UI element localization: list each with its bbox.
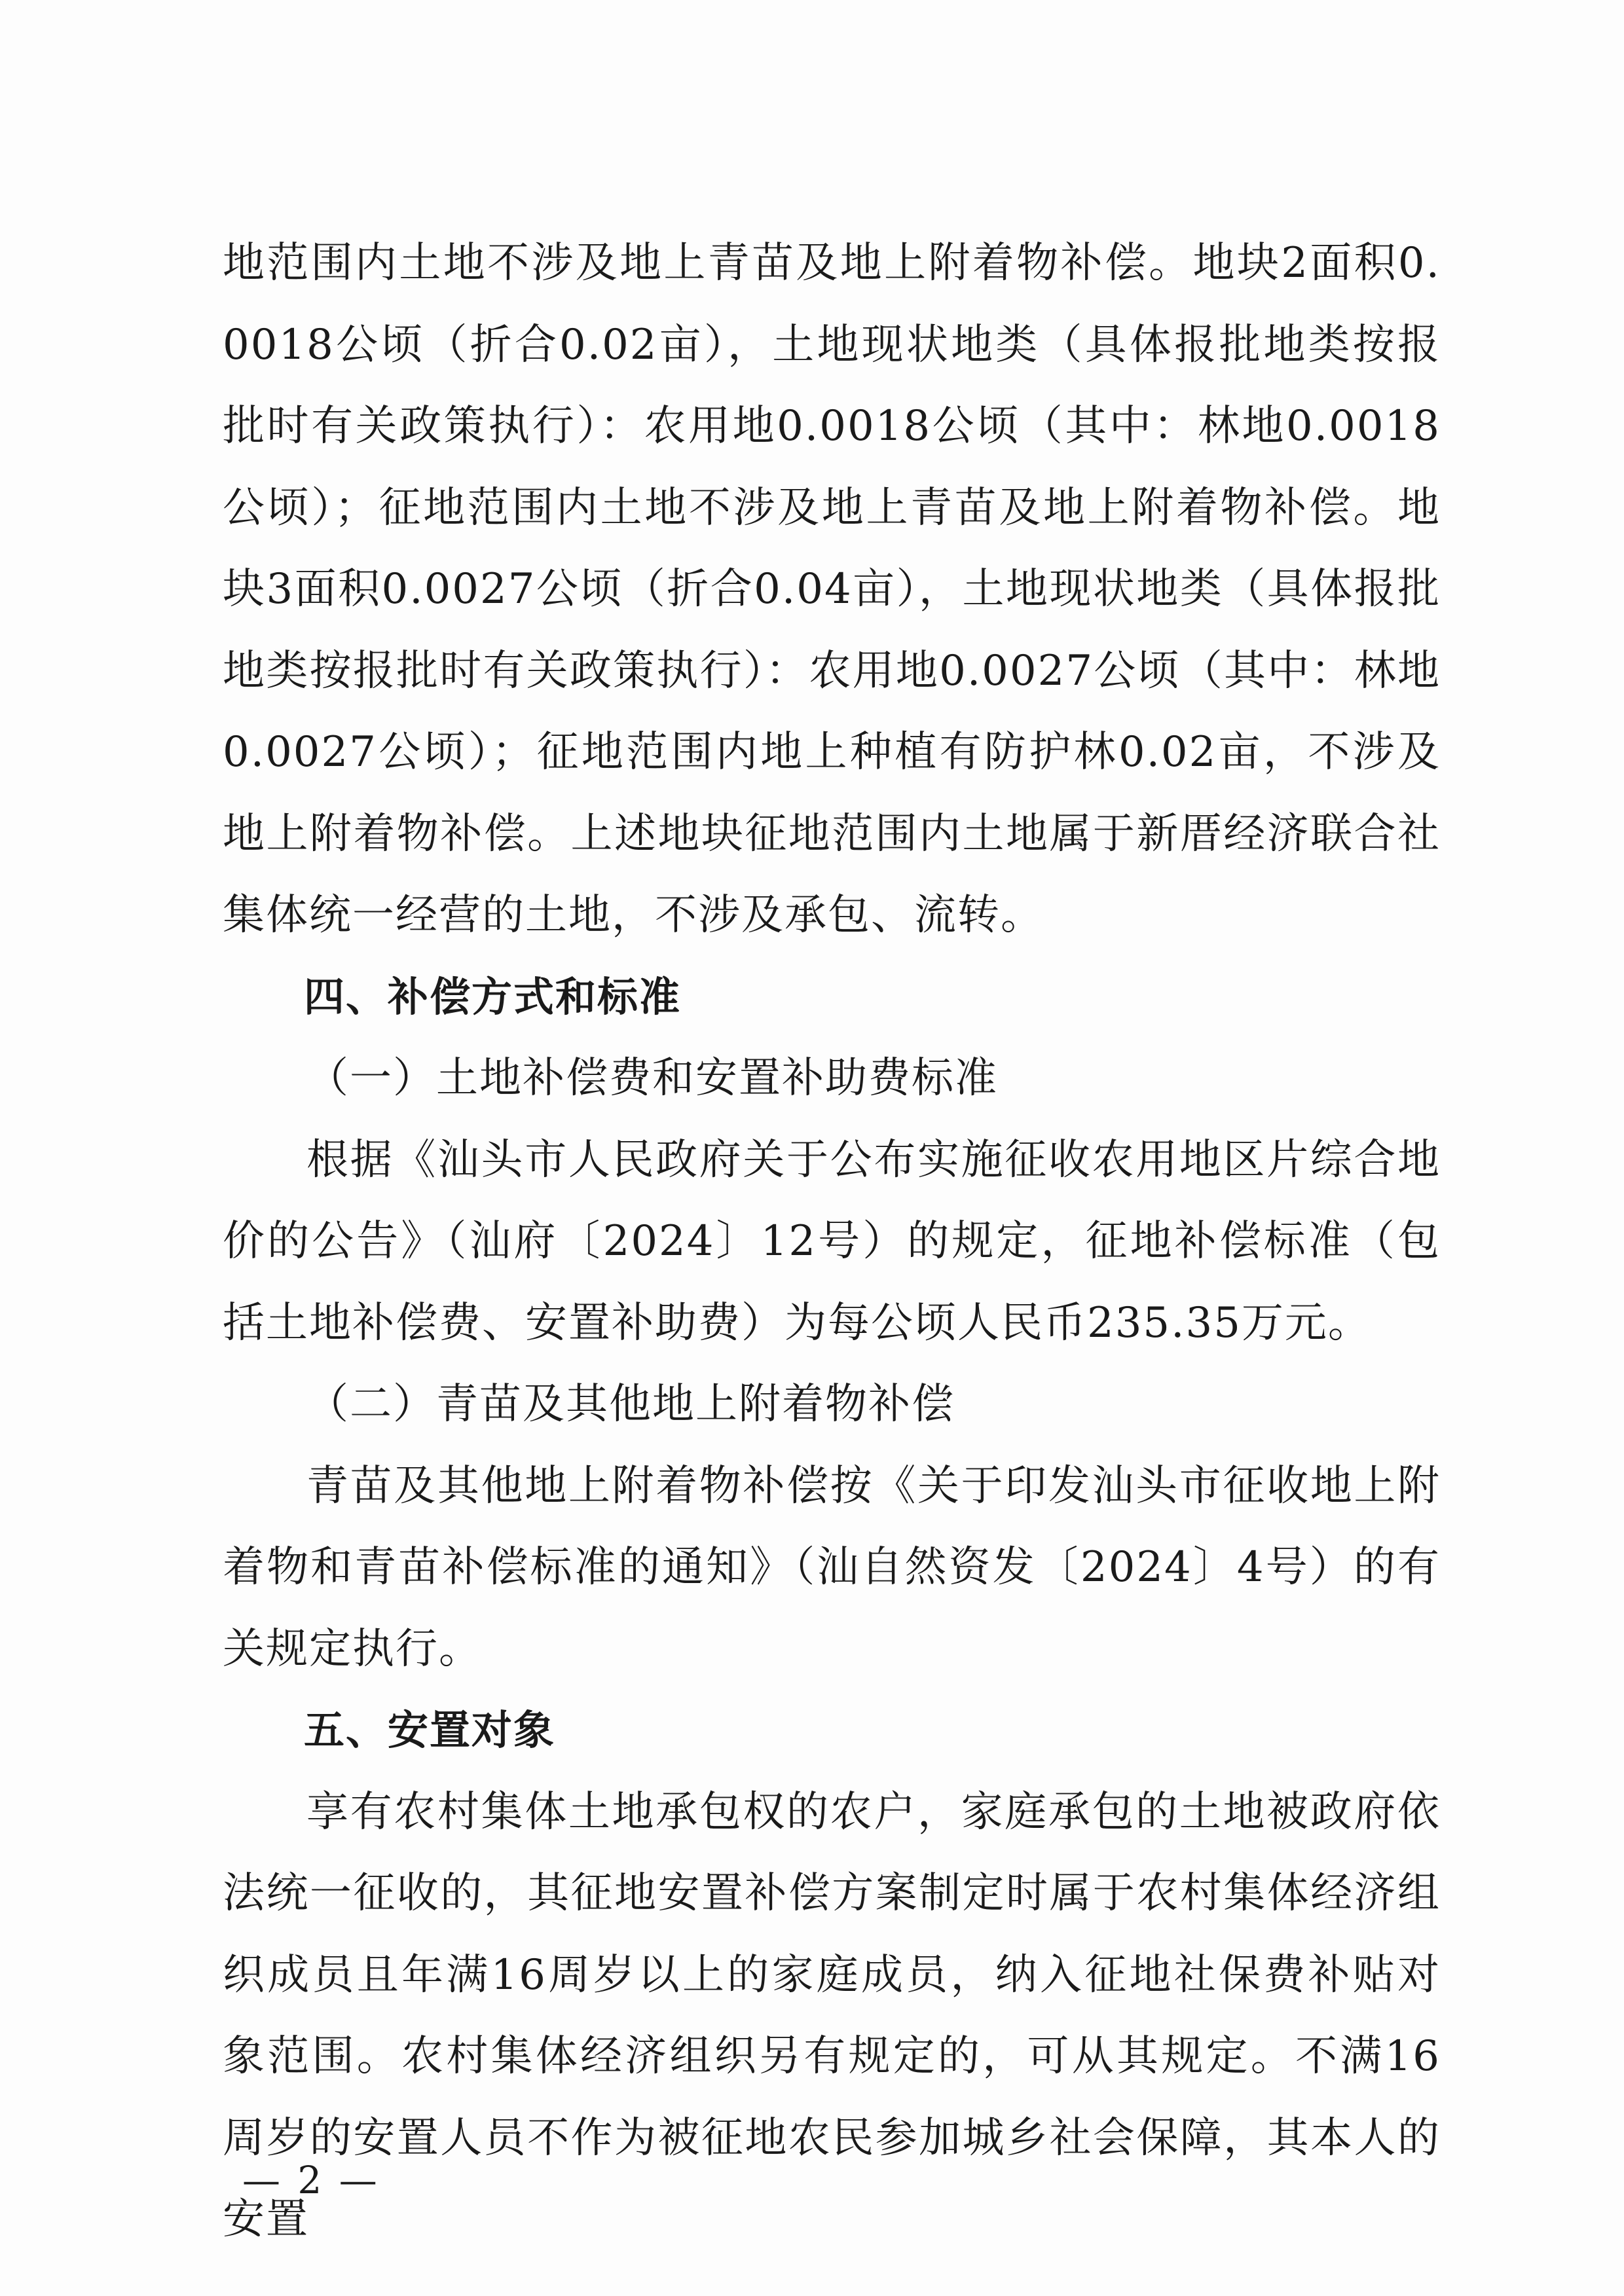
section-heading-compensation: 四、补偿方式和标准 bbox=[304, 972, 682, 1021]
paragraph-crops-compensation: 青苗及其他地上附着物补偿按《关于印发汕头市征收地上附着物和青苗补偿标准的通知》（汕自然资发〔2024〕4号）的有关规定执行。 bbox=[223, 1461, 1441, 1673]
subsection-heading-land-compensation: （一）土地补偿费和安置补助费标准 bbox=[306, 1054, 998, 1102]
subsection-heading-crops-compensation: （二）青苗及其他地上附着物补偿 bbox=[306, 1380, 955, 1429]
paragraph-land-parcels: 地范围内土地不涉及地上青苗及地上附着物补偿。地块2面积0.0018公顷（折合0.02亩），土地现状地类（具体报批地类按报批时有关政策执行）：农用地0.0018公顷（其中：林地0.0018公顷）；征地范围内土地不涉及地上青苗及地上附着物补偿。地块3面积0.0027公顷（折合0.04亩），土地现状地类（具体报批地类按报批时有关政策执行）：农用地0.0027公顷（其中：林地0.0027公顷）；征地范围内地上种植有防护林0.02亩，不涉及地上附着物补偿。上述地块征地范围内土地属于新厝经济联合社集体统一经营的土地，不涉及承包、流转。 bbox=[223, 239, 1441, 939]
section-heading-resettlement: 五、安置对象 bbox=[304, 1706, 556, 1754]
page-number: — 2 — bbox=[242, 2158, 380, 2202]
document-body bbox=[223, 223, 1441, 2261]
paragraph-resettlement-objects: 享有农村集体土地承包权的农户，家庭承包的土地被政府依法统一征收的，其征地安置补偿方案制定时属于农村集体经济组织成员且年满16周岁以上的家庭成员，纳入征地社保费补贴对象范围。农村集体经济组织另有规定的，可从其规定。不满16周岁的安置人员不作为被征地农民参加城乡社会保障，其本人的安置 bbox=[223, 1787, 1441, 2244]
paragraph-land-compensation-standard: 根据《汕头市人民政府关于公布实施征收农用地区片综合地价的公告》（汕府〔2024〕12号）的规定，征地补偿标准（包括土地补偿费、安置补助费）为每公顷人民币235.35万元。 bbox=[223, 1135, 1441, 1347]
